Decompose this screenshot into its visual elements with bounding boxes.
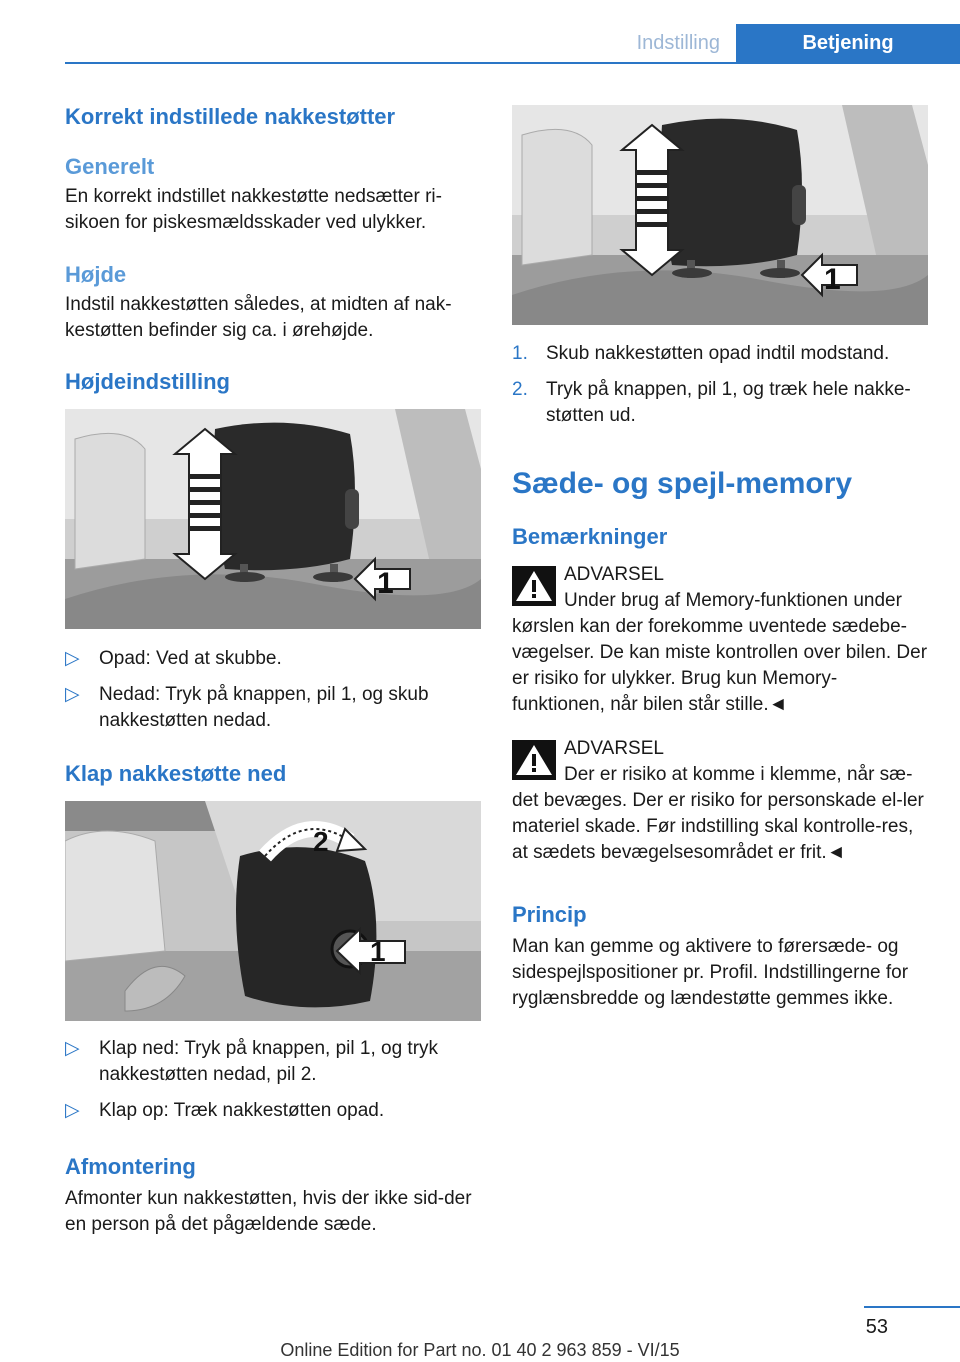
general-heading: Generelt xyxy=(65,154,155,179)
height-adjust-heading: Højdeindstilling xyxy=(65,369,230,394)
step-text: Tryk på knappen, pil 1, og træk hele nakke-støtten ud. xyxy=(546,379,911,426)
notes-heading: Bemærkninger xyxy=(512,524,668,549)
footer-edition: Online Edition for Part no. 01 40 2 963 859 - VI/15 xyxy=(280,1340,680,1360)
memory-heading: Sæde- og spejl-memory xyxy=(512,467,853,500)
figure2-callout-2: 2 xyxy=(313,826,329,857)
list-item: ▷ Klap op: Træk nakkestøtten opad. xyxy=(65,1098,481,1124)
page-number: 53 xyxy=(865,1316,888,1338)
principle-heading: Princip xyxy=(512,902,587,927)
header-chapter: Betjening xyxy=(736,24,960,62)
remove-steps xyxy=(512,341,932,439)
triangle-right-icon: ▷ xyxy=(65,1038,80,1059)
headrest-remove-figure xyxy=(512,105,928,325)
header-section: Indstilling xyxy=(636,32,720,54)
step-number: 2. xyxy=(512,379,528,400)
figure3-callout: 1 xyxy=(824,263,841,296)
headrest-fold-figure xyxy=(65,801,481,1021)
figure1-callout: 1 xyxy=(377,567,394,600)
headrest-height-figure xyxy=(65,409,481,629)
height-heading: Højde xyxy=(65,262,127,287)
warning-text: Der er risiko at komme i klemme, når sæ-det bevæges. Der er risiko for personskade el-ler materiel skade. Før indstilling skal kontrolle-res, at sædets bevægelsesområdet er frit.◄ xyxy=(512,764,924,863)
warning-text: Under brug af Memory-funktionen under kørslen kan der forekomme uventede sædebe-vægelser. De kan miste kontrollen over bilen. Der er risiko for ulykker. Brug kun Memory-funktionen, når bilen står stille.◄ xyxy=(512,590,928,715)
warning-block xyxy=(512,736,930,866)
warning-triangle-icon xyxy=(512,740,556,780)
section-title: Korrekt indstillede nakkestøtter xyxy=(65,104,396,129)
warning-title: ADVARSEL xyxy=(564,564,664,585)
general-text: En korrekt indstillet nakkestøtte nedsætter ri-sikoen for piskesmældsskader ved ulykker. xyxy=(65,186,442,233)
height-text: Indstil nakkestøtten således, at midten af nak-kestøtten befinder sig ca. i ørehøjde. xyxy=(65,294,452,341)
step-text: Skub nakkestøtten opad indtil modstand. xyxy=(546,343,890,364)
warning-block xyxy=(512,562,930,718)
remove-heading: Afmontering xyxy=(65,1154,196,1179)
triangle-right-icon: ▷ xyxy=(65,1100,80,1121)
figure2-callout-1: 1 xyxy=(370,936,386,967)
list-item xyxy=(512,341,932,367)
principle-text: Man kan gemme og aktivere to førersæde- og sidespejlspositioner pr. Profil. Indstillingerne for ryglænsbredde og lændestøtte gemmes ikke. xyxy=(512,936,909,1009)
footer-rule xyxy=(864,1306,960,1308)
page-header xyxy=(65,24,960,64)
fold-heading: Klap nakkestøtte ned xyxy=(65,761,287,786)
warning-title: ADVARSEL xyxy=(564,738,664,759)
height-adjust-list xyxy=(65,646,481,744)
list-item: ▷ Opad: Ved at skubbe. xyxy=(65,646,481,672)
list-item xyxy=(512,377,932,429)
list-item: ▷ Nedad: Tryk på knappen, pil 1, og skub nakkestøtten nedad. xyxy=(65,684,429,731)
triangle-right-icon: ▷ xyxy=(65,648,80,669)
triangle-right-icon: ▷ xyxy=(65,684,80,705)
fold-list xyxy=(65,1036,481,1134)
remove-text: Afmonter kun nakkestøtten, hvis der ikke sid-der en person på det pågældende sæde. xyxy=(65,1188,472,1235)
step-number: 1. xyxy=(512,343,528,364)
list-item: ▷ Klap ned: Tryk på knappen, pil 1, og tryk nakkestøtten nedad, pil 2. xyxy=(65,1038,439,1085)
warning-triangle-icon xyxy=(512,566,556,606)
